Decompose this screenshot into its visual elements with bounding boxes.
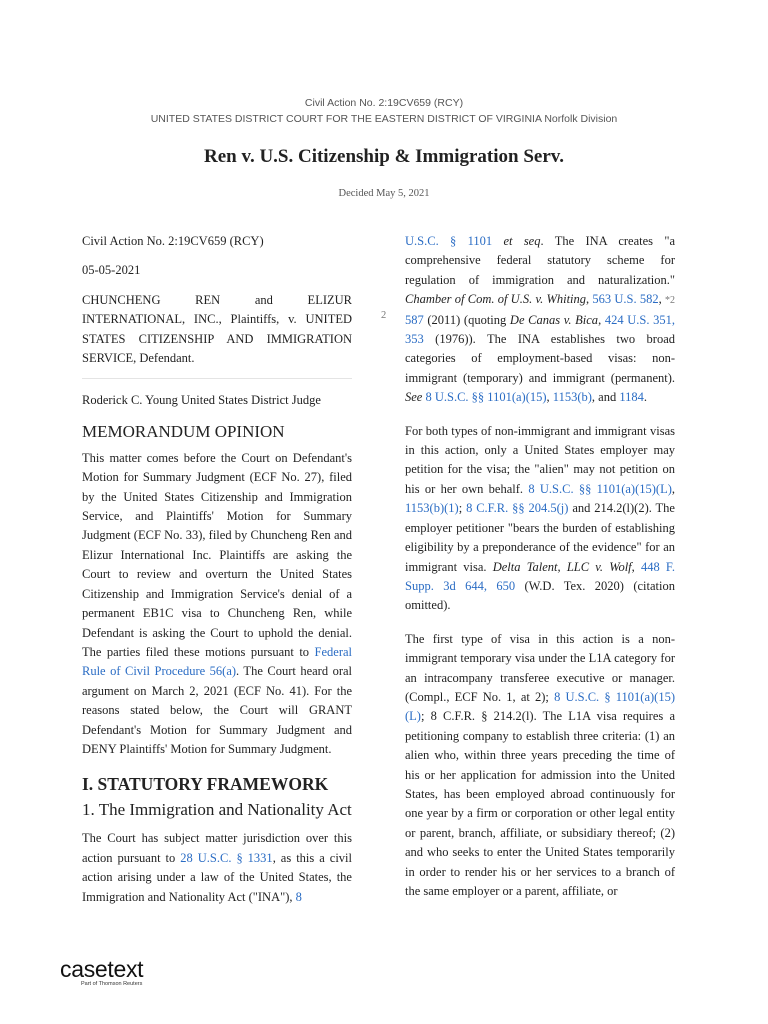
- case-number-header: Civil Action No. 2:19CV659 (RCY): [304, 97, 464, 109]
- decision-date: 05-05-2021: [82, 263, 141, 278]
- parties: CHUNCHENG REN and ELIZUR INTERNATIONAL, INC., Plaintiffs, v. UNITED STATES CITIZENSHIP AND IMMIGRATION SERVICE, Defendant.: [82, 292, 352, 366]
- citation-link[interactable]: Federal Rule of Civil Procedure 56(a): [82, 644, 352, 679]
- judge: Roderick C. Young United States District Judge: [82, 393, 321, 408]
- decided-date: Decided May 5, 2021: [338, 188, 430, 199]
- subsection-heading: 1. The Immigration and Nationality Act: [82, 800, 352, 820]
- memorandum-heading: MEMORANDUM OPINION: [82, 421, 285, 441]
- right-column: [405, 232, 675, 915]
- page-title: Ren v. U.S. Citizenship & Immigration Serv.: [204, 146, 564, 167]
- logo-subtext: Part of Thomson Reuters: [81, 981, 143, 987]
- paragraph: For both types of non-immigrant and immigrant visas in this action, only a United States employer may petition for the visa; the "alien" may not petition on his or her own behalf. 8 U.S.C. §§ 1101(a)(15)(L), 1153(b)(1); 8 C.F.R. §§ 204.5(j) and 214.2(l)(2). The employer petitioner "bears the burden of establishing eligibility by a preponderance of the evidence" for an immigrant visa. Delta Talent, LLC v. Wolf, 448 F. Supp. 3d 644, 650 (W.D. Tex. 2020) (citation omitted).: [405, 423, 676, 613]
- citation-link[interactable]: 28 U.S.C. § 1331: [180, 850, 273, 865]
- case-name: Chamber of Com. of U.S. v. Whiting: [405, 292, 587, 307]
- paragraph: U.S.C. § 1101 et seq. The INA creates "a comprehensive federal statutory scheme for regulation of immigration and naturalization." Chamber of Com. of U.S. v. Whiting, 563 U.S. 582, *2 587 (2011) (quoting De Canas v. Bica, 424 U.S. 351, 353 (1976)). The INA establishes two broad categories of employment-based visas: non-immigrant (temporary) and immigrant (permanent). See 8 U.S.C. §§ 1101(a)(15), 1153(b), and 1184.: [405, 234, 675, 405]
- citation-link[interactable]: 1153(b)(1): [405, 501, 459, 516]
- citation-link[interactable]: 1153(b): [552, 390, 592, 405]
- citation-link[interactable]: 448 F. Supp. 3d 644, 650: [405, 559, 676, 593]
- citation-link[interactable]: 8 C.F.R. §§ 204.5(j): [466, 501, 569, 516]
- citation-link[interactable]: 8 U.S.C. §§ 1101(a)(15)(L): [528, 481, 672, 496]
- citation-link[interactable]: 563 U.S. 582: [592, 292, 659, 307]
- citation-link[interactable]: 424 U.S. 351, 353: [405, 312, 675, 347]
- citation-link[interactable]: 8 U.S.C. § 1101(a)(15)(L): [405, 689, 675, 724]
- left-column: [82, 232, 352, 921]
- citation-link[interactable]: 1184: [619, 390, 644, 405]
- section-heading: I. STATUTORY FRAMEWORK: [82, 774, 329, 795]
- paragraph: This matter comes before the Court on Defendant's Motion for Summary Judgment (ECF No. 27), filed by the United States Citizenship and Immigration Service, and Plaintiffs' Motion for Summary Judgment (ECF No. 33), filed by Chuncheng Ren and Elizur International Inc. Plaintiffs are asking the Court to review and overturn the United States Citizenship and Immigration Service's denial of a permanent EB1C visa to Chuncheng Ren, while Defendant is asking the Court to uphold the denial. The parties filed these motions pursuant to Federal Rule of Civil Procedure 56(a). The Court heard oral argument on March 2, 2021 (ECF No. 41). For the reasons stated below, the Court will GRANT Defendant's Motion for Summary Judgment and DENY Plaintiffs' Motion for Summary Judgment.: [82, 450, 353, 756]
- court-header: UNITED STATES DISTRICT COURT FOR THE EASTERN DISTRICT OF VIRGINIA Norfolk Division: [150, 113, 618, 125]
- page-number-marker: 2: [381, 310, 387, 321]
- casetext-logo[interactable]: [60, 957, 143, 988]
- case-name: De Canas v. Bica: [509, 312, 599, 327]
- case-number: Civil Action No. 2:19CV659 (RCY): [82, 234, 264, 248]
- citation-link[interactable]: U.S.C. § 1101: [405, 234, 493, 248]
- logo-text: casetext: [60, 956, 144, 982]
- star-page-marker: *2: [665, 295, 675, 307]
- paragraph: The first type of visa in this action is a non-immigrant temporary visa under the L1A category for an intracompany transferee executive or manager. (Compl., ECF No. 1, at 2); 8 U.S.C. § 1101(a)(15)(L); 8 C.F.R. § 214.2(l). The L1A visa requires a petitioning company to establish three criteria: (1) an alien who, within three years preceding the time of his or her application for admission into the United States, has been employed abroad continuously for one year by a firm or corporation or other legal entity or parent, branch, affiliate, or subsidiary thereof; (2) and who seeks to enter the United States temporarily in order to render his or her services to a branch of the same employer or a parent, affiliate, or: [405, 631, 675, 898]
- citation-link[interactable]: 8: [295, 889, 302, 904]
- citation-link[interactable]: 8 U.S.C. §§ 1101(a)(15): [425, 390, 547, 405]
- citation-link[interactable]: 587: [405, 312, 424, 327]
- paragraph: The Court has subject matter jurisdiction over this action pursuant to 28 U.S.C. § 1331, as this a civil action arising under a law of the United States, the Immigration and Nationality Act ("INA"), 8: [82, 831, 352, 904]
- case-name: Delta Talent, LLC v. Wolf: [492, 559, 632, 574]
- divider: [82, 378, 352, 379]
